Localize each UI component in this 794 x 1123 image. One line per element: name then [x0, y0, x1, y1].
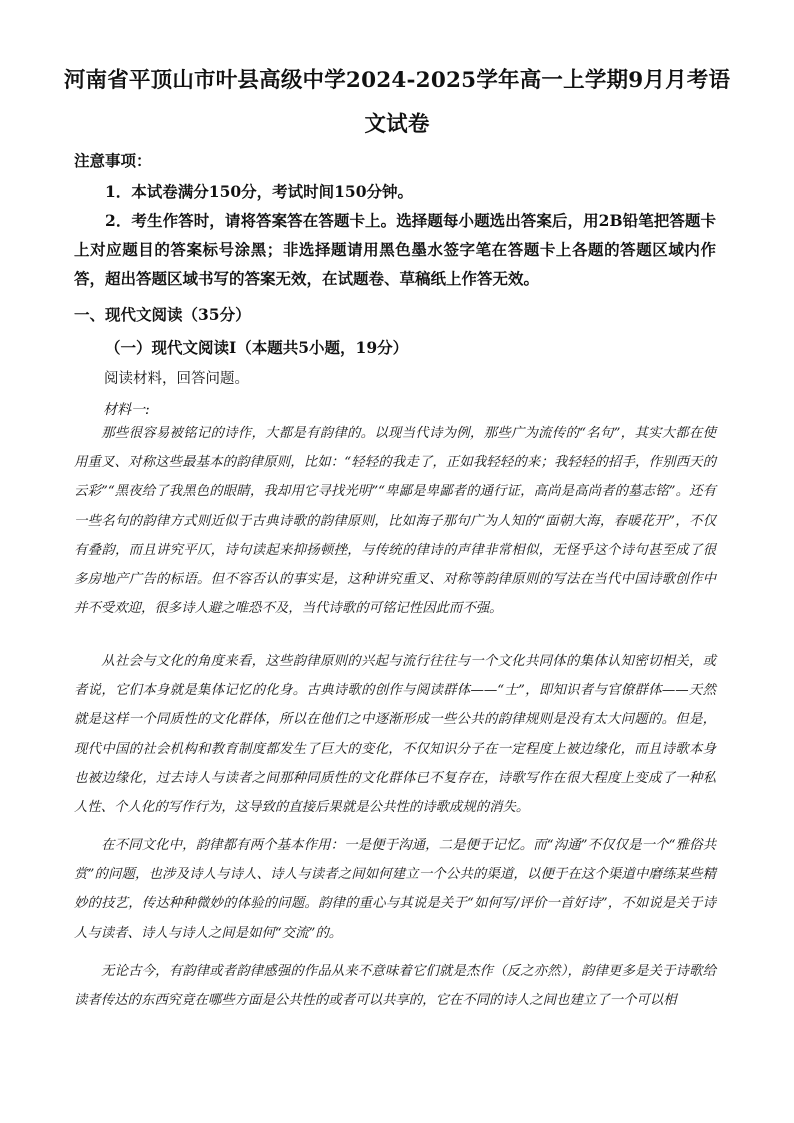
paragraph-2-text: 从社会与文化的角度来看，这些韵律原则的兴起与流行往往与一个文化共同体的集体认知密切相关，或者说，它们本身就是集体记忆的化身。古典诗歌的创作与阅读群体——“士”，即知识者与官僚群体——天然就是这样一个同质性的文化群体，所以在他们之中逐渐形成一些公共的韵律规则是没有太大问题的。但是，现代中国的社会机构和教育制度都发生了巨大的变化，不仅知识分子在一定程度上被边缘化，而且诗歌本身也被边缘化，过去诗人与读者之间那种同质性的文化群体已不复存在，诗歌写作在很大程度上变成了一种私人性、个人化的写作行为，这导致的直接后果就是公共性的诗歌成规的消失。: [74, 654, 716, 816]
exam-title-line-1: 河南省平顶山市叶县高级中学2024-2025学年高一上学期9月月考语: [63, 68, 731, 93]
notice-item-2: [74, 206, 716, 293]
paragraph-1: [74, 419, 716, 623]
notice-heading: 注意事项：: [74, 151, 152, 170]
section-heading-1: 一、现代文阅读（35分）: [74, 305, 251, 324]
paragraph-4-text: 无论古今，有韵律或者韵律感强的作品从来不意味着它们就是杰作（反之亦然），韵律更多是关于诗歌给读者传达的东西究竟在哪些方面是公共性的或者可以共享的，它在不同的诗人之间也建立了一个可以相: [74, 964, 716, 1009]
paragraph-4: [74, 957, 716, 1015]
paragraph-2: [74, 647, 716, 822]
subsection-heading-1: （一）现代文阅读Ⅰ（本题共5小题，19分）: [105, 338, 409, 357]
paragraph-1-text: 那些很容易被铭记的诗作，大都是有韵律的。以现当代诗为例，那些广为流传的“名句”，其实大都在使用重叉、对称这些最基本的韵律原则，比如：“轻轻的我走了，正如我轻轻的来；我轻轻的招手，作别西天的云彩”“黑夜给了我黑色的眼睛，我却用它寻找光明”“卑鄙是卑鄙者的通行证，高尚是高尚者的墓志铭”。还有一些名句的韵律方式则近似于古典诗歌的韵律原则，比如海子那句广为人知的“面朝大海，春暖花开”，不仅有叠韵，而且讲究平仄，诗句读起来抑扬顿挫，与传统的律诗的声律非常相似，无怪乎这个诗句甚至成了很多房地产广告的标语。但不容否认的事实是，这种讲究重叉、对称等韵律原则的写法在当代中国诗歌创作中并不受欢迎，很多诗人避之唯恐不及，当代诗歌的可铭记性因此而不强。: [74, 426, 716, 617]
paragraph-3: [74, 831, 716, 948]
notice-item-1: 1．本试卷满分150分，考试时间150分钟。: [105, 182, 413, 201]
paragraph-3-text: 在不同文化中，韵律都有两个基本作用：一是便于沟通，二是便于记忆。而“沟通”不仅仅是一个“雅俗共赏”的问题，也涉及诗人与诗人、诗人与读者之间如何建立一个公共的渠道，以便于在这个渠道中磨练某些精妙的技艺，传达种种微妙的体验的问题。韵律的重心与其说是关于“如何写/评价一首好诗”，不如说是关于诗人与读者、诗人与诗人之间是如何“交流”的。: [74, 838, 716, 941]
notice-item-2-text: 2．考生作答时，请将答案答在答题卡上。选择题每小题选出答案后，用2B铅笔把答题卡上对应题目的答案标号涂黑；非选择题请用黑色墨水签字笔在答题卡上各题的答题区域内作答，超出答题区域书写的答案无效，在试题卷、草稿纸上作答无效。: [74, 211, 716, 288]
reading-instruction: 阅读材料，回答问题。: [104, 371, 249, 387]
material-label: 材料一:: [103, 402, 150, 418]
exam-title-line-2: 文试卷: [364, 112, 430, 137]
